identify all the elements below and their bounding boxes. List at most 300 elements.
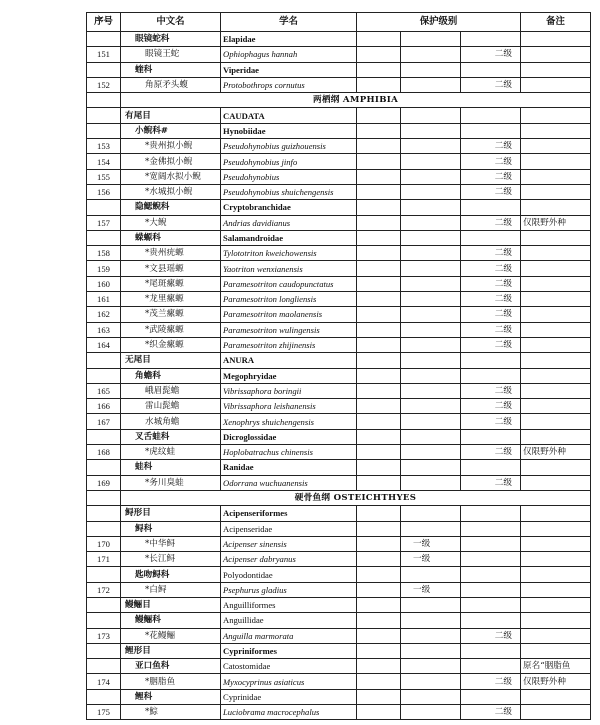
remark-cell [521,705,591,720]
family-row [87,200,591,215]
species-row [87,399,591,414]
grade-second-level: 二级 [461,674,521,689]
family-row [87,613,591,628]
level-cell-2 [401,62,461,77]
species-scientific-name: Hoplobatrachus chinensis [221,445,357,460]
species-scientific-name: Paramesotriton longliensis [221,292,357,307]
grade-second-level: 二级 [461,276,521,291]
remark-cell [521,123,591,138]
family-chinese-name: 蝾螈科 [121,230,221,245]
level-cell-1 [357,77,401,92]
header-chinese-name: 中文名 [121,13,221,32]
species-row [87,552,591,567]
empty-serial-cell [87,200,121,215]
species-row [87,139,591,154]
remark-cell: 原名“胭脂鱼 [521,659,591,674]
family-chinese-name: 亚口鱼科 [121,659,221,674]
species-scientific-name: Andrias davidianus [221,215,357,230]
species-scientific-name: Pseudohynobius [221,169,357,184]
level-cell-2 [401,429,461,444]
family-chinese-name: 叉舌蛙科 [121,429,221,444]
family-row [87,689,591,704]
order-row [87,353,591,368]
family-chinese-name: 蛙科 [121,460,221,475]
species-row [87,705,591,720]
serial-number: 156 [87,184,121,199]
species-scientific-name: Ophiophagus hannah [221,47,357,62]
order-scientific-name: ANURA [221,353,357,368]
empty-serial-cell [87,521,121,536]
grade-first-level [401,184,461,199]
grade-first-level [401,169,461,184]
grade-first-level [401,337,461,352]
level-cell-2 [401,643,461,658]
species-row [87,383,591,398]
species-chinese-name: *贵州拟小鲵 [121,139,221,154]
remark-cell [521,32,591,47]
grade-second-level: 二级 [461,184,521,199]
order-row [87,108,591,123]
level-cell-3 [461,613,521,628]
level-cell-1 [357,383,401,398]
level-cell-3 [461,108,521,123]
family-scientific-name: Cyprinidae [221,689,357,704]
serial-number: 152 [87,77,121,92]
remark-cell [521,200,591,215]
family-row [87,368,591,383]
grade-first-level [401,628,461,643]
remark-cell [521,47,591,62]
species-scientific-name: Anguilla marmorata [221,628,357,643]
remark-cell [521,276,591,291]
species-row [87,276,591,291]
remark-cell [521,460,591,475]
family-scientific-name: Viperidae [221,62,357,77]
header-scientific-name: 学名 [221,13,357,32]
level-cell-1 [357,337,401,352]
empty-serial-cell [87,368,121,383]
species-row [87,337,591,352]
species-chinese-name: *宽阔水拟小鲵 [121,169,221,184]
level-cell-1 [357,521,401,536]
grade-first-level: 一级 [401,582,461,597]
empty-serial-cell [87,32,121,47]
level-cell-1 [357,108,401,123]
remark-cell [521,643,591,658]
family-row [87,460,591,475]
species-scientific-name: Pseudohynobius guizhouensis [221,139,357,154]
species-row [87,215,591,230]
family-scientific-name: Elapidae [221,32,357,47]
level-cell-1 [357,353,401,368]
grade-second-level: 二级 [461,246,521,261]
species-row [87,169,591,184]
family-chinese-name: 匙吻鲟科 [121,567,221,582]
level-cell-1 [357,123,401,138]
remark-cell [521,475,591,490]
remark-cell [521,613,591,628]
species-row [87,322,591,337]
grade-first-level [401,261,461,276]
species-chinese-name: *水城拟小鲵 [121,184,221,199]
serial-number: 175 [87,705,121,720]
empty-serial-cell [87,567,121,582]
grade-first-level [401,705,461,720]
species-row [87,582,591,597]
grade-second-level: 二级 [461,383,521,398]
species-scientific-name: Tylototriton kweichowensis [221,246,357,261]
family-scientific-name: Polyodontidae [221,567,357,582]
empty-serial-cell [87,643,121,658]
level-cell-1 [357,230,401,245]
species-scientific-name: Myxocyprinus asiaticus [221,674,357,689]
grade-second-level: 二级 [461,154,521,169]
grade-first-level [401,77,461,92]
level-cell-1 [357,628,401,643]
header-serial-number: 序号 [87,13,121,32]
level-cell-1 [357,597,401,612]
level-cell-3 [461,460,521,475]
species-scientific-name: Paramesotriton maolanensis [221,307,357,322]
species-chinese-name: *尾斑瘰螈 [121,276,221,291]
remark-cell [521,506,591,521]
family-chinese-name: 鳗鲡科 [121,613,221,628]
order-chinese-name: 鲤形目 [121,643,221,658]
level-cell-3 [461,506,521,521]
level-cell-1 [357,47,401,62]
serial-number: 163 [87,322,121,337]
species-scientific-name: Pseudohynobius jinfo [221,154,357,169]
level-cell-1 [357,475,401,490]
header-remarks: 备注 [521,13,591,32]
family-scientific-name: Acipenseridae [221,521,357,536]
level-cell-1 [357,674,401,689]
level-cell-2 [401,460,461,475]
species-scientific-name: Acipenser dabryanus [221,552,357,567]
species-row [87,246,591,261]
level-cell-2 [401,597,461,612]
remark-cell [521,154,591,169]
level-cell-1 [357,246,401,261]
species-chinese-name: *文县瑶螈 [121,261,221,276]
family-chinese-name: 隐鳃鲵科 [121,200,221,215]
remark-cell [521,414,591,429]
serial-number: 157 [87,215,121,230]
level-cell-1 [357,643,401,658]
species-chinese-name: *鯮 [121,705,221,720]
remark-cell [521,261,591,276]
grade-second-level: 二级 [461,77,521,92]
family-row [87,567,591,582]
level-cell-2 [401,368,461,383]
species-chinese-name: *虎纹蛙 [121,445,221,460]
empty-serial-cell [87,93,121,108]
level-cell-2 [401,521,461,536]
grade-first-level: 一级 [401,552,461,567]
species-chinese-name: 角原矛头蝮 [121,77,221,92]
grade-first-level [401,383,461,398]
grade-first-level [401,47,461,62]
order-chinese-name: 有尾目 [121,108,221,123]
serial-number: 168 [87,445,121,460]
empty-serial-cell [87,62,121,77]
remark-cell [521,353,591,368]
order-chinese-name: 鲟形目 [121,506,221,521]
order-scientific-name: Cypriniformes [221,643,357,658]
empty-serial-cell [87,230,121,245]
level-cell-2 [401,567,461,582]
species-scientific-name: Yaotriton wenxianensis [221,261,357,276]
species-chinese-name: *龙里瘰螈 [121,292,221,307]
grade-first-level [401,154,461,169]
empty-serial-cell [87,429,121,444]
species-row [87,674,591,689]
order-scientific-name: CAUDATA [221,108,357,123]
grade-second-level: 二级 [461,47,521,62]
family-scientific-name: Catostomidae [221,659,357,674]
grade-second-level: 二级 [461,139,521,154]
class-heading-row [87,490,591,505]
level-cell-1 [357,659,401,674]
grade-first-level: 一级 [401,536,461,551]
family-scientific-name: Dicroglossidae [221,429,357,444]
level-cell-1 [357,62,401,77]
grade-first-level [401,414,461,429]
serial-number: 165 [87,383,121,398]
species-row [87,536,591,551]
level-cell-1 [357,200,401,215]
serial-number: 171 [87,552,121,567]
serial-number: 159 [87,261,121,276]
order-scientific-name: Acipenseriformes [221,506,357,521]
family-chinese-name: 鲟科 [121,521,221,536]
species-chinese-name: 眼镜王蛇 [121,47,221,62]
species-scientific-name: Paramesotriton caudopunctatus [221,276,357,291]
family-row [87,62,591,77]
level-cell-3 [461,429,521,444]
table-body [87,32,591,720]
species-chinese-name: 雷山髭蟾 [121,399,221,414]
grade-second-level [461,552,521,567]
grade-first-level [401,246,461,261]
family-scientific-name: Salamandroidae [221,230,357,245]
species-row [87,414,591,429]
level-cell-3 [461,659,521,674]
species-chinese-name: *长江鲟 [121,552,221,567]
serial-number: 172 [87,582,121,597]
family-chinese-name: 小鲵科# [121,123,221,138]
grade-first-level [401,292,461,307]
level-cell-2 [401,659,461,674]
remark-cell [521,62,591,77]
level-cell-3 [461,597,521,612]
grade-first-level [401,674,461,689]
serial-number: 153 [87,139,121,154]
species-row [87,292,591,307]
species-row [87,47,591,62]
level-cell-2 [401,32,461,47]
family-row [87,123,591,138]
level-cell-1 [357,460,401,475]
remark-cell [521,689,591,704]
remark-cell [521,536,591,551]
family-row [87,230,591,245]
species-row [87,475,591,490]
level-cell-2 [401,108,461,123]
family-chinese-name: 鲤科 [121,689,221,704]
species-scientific-name: Paramesotriton zhijinensis [221,337,357,352]
grade-second-level: 二级 [461,307,521,322]
species-row [87,628,591,643]
level-cell-2 [401,689,461,704]
remark-cell [521,108,591,123]
grade-second-level: 二级 [461,169,521,184]
level-cell-1 [357,414,401,429]
grade-first-level [401,322,461,337]
remark-cell [521,521,591,536]
level-cell-1 [357,399,401,414]
serial-number: 162 [87,307,121,322]
level-cell-1 [357,322,401,337]
remark-cell [521,399,591,414]
grade-first-level [401,399,461,414]
level-cell-1 [357,705,401,720]
species-chinese-name: *武陵瘰螈 [121,322,221,337]
level-cell-3 [461,689,521,704]
grade-second-level: 二级 [461,475,521,490]
level-cell-1 [357,184,401,199]
remark-cell [521,307,591,322]
remark-cell [521,337,591,352]
order-chinese-name: 鳗鲡目 [121,597,221,612]
species-row [87,261,591,276]
level-cell-3 [461,368,521,383]
class-heading-row [87,93,591,108]
species-chinese-name: *白鲟 [121,582,221,597]
level-cell-3 [461,521,521,536]
remark-cell [521,230,591,245]
level-cell-3 [461,62,521,77]
level-cell-1 [357,276,401,291]
class-heading: 两栖纲 AMPHIBIA [121,93,591,108]
empty-serial-cell [87,353,121,368]
species-chinese-name: *中华鲟 [121,536,221,551]
grade-first-level [401,139,461,154]
family-row [87,32,591,47]
level-cell-2 [401,200,461,215]
grade-second-level: 二级 [461,399,521,414]
empty-serial-cell [87,659,121,674]
serial-number: 154 [87,154,121,169]
level-cell-3 [461,353,521,368]
empty-serial-cell [87,689,121,704]
empty-serial-cell [87,123,121,138]
family-row [87,659,591,674]
species-row [87,445,591,460]
serial-number: 158 [87,246,121,261]
remark-cell [521,292,591,307]
species-scientific-name: Xenophrys shuichengensis [221,414,357,429]
family-scientific-name: Ranidae [221,460,357,475]
protected-species-table [86,12,591,720]
level-cell-1 [357,506,401,521]
species-row [87,77,591,92]
grade-second-level: 二级 [461,292,521,307]
level-cell-1 [357,261,401,276]
family-chinese-name: 眼镜蛇科 [121,32,221,47]
level-cell-1 [357,154,401,169]
level-cell-3 [461,643,521,658]
level-cell-1 [357,215,401,230]
level-cell-3 [461,123,521,138]
family-chinese-name: 角蟾科 [121,368,221,383]
species-scientific-name: Psephurus gladius [221,582,357,597]
level-cell-1 [357,552,401,567]
level-cell-1 [357,292,401,307]
grade-first-level [401,276,461,291]
family-row [87,521,591,536]
grade-second-level: 二级 [461,445,521,460]
remark-cell [521,429,591,444]
grade-first-level [401,475,461,490]
grade-second-level: 二级 [461,337,521,352]
order-row [87,597,591,612]
grade-first-level [401,445,461,460]
table-header-row [87,13,591,32]
empty-serial-cell [87,506,121,521]
order-scientific-name: Anguilliformes [221,597,357,612]
remark-cell [521,139,591,154]
species-scientific-name: Luciobrama macrocephalus [221,705,357,720]
level-cell-3 [461,200,521,215]
species-scientific-name: Vibrissaphora boringii [221,383,357,398]
level-cell-1 [357,567,401,582]
species-scientific-name: Vibrissaphora leishanensis [221,399,357,414]
family-chinese-name: 蝰科 [121,62,221,77]
species-chinese-name: *茂兰瘰螈 [121,307,221,322]
species-scientific-name: Pseudohynobius shuichengensis [221,184,357,199]
serial-number: 173 [87,628,121,643]
grade-second-level: 二级 [461,261,521,276]
species-chinese-name: *织金瘰螈 [121,337,221,352]
level-cell-1 [357,139,401,154]
species-chinese-name: 水城角蟾 [121,414,221,429]
level-cell-2 [401,506,461,521]
empty-serial-cell [87,108,121,123]
species-chinese-name: *务川臭蛙 [121,475,221,490]
level-cell-1 [357,307,401,322]
species-row [87,307,591,322]
family-row [87,429,591,444]
grade-first-level [401,215,461,230]
family-scientific-name: Anguillidae [221,613,357,628]
level-cell-1 [357,689,401,704]
empty-serial-cell [87,460,121,475]
remark-cell [521,628,591,643]
level-cell-1 [357,169,401,184]
level-cell-3 [461,32,521,47]
serial-number: 161 [87,292,121,307]
species-chinese-name: *金佛拟小鲵 [121,154,221,169]
family-scientific-name: Hynobiidae [221,123,357,138]
level-cell-2 [401,353,461,368]
remark-cell [521,597,591,612]
remark-cell [521,246,591,261]
remark-cell [521,322,591,337]
grade-second-level: 二级 [461,705,521,720]
serial-number: 155 [87,169,121,184]
serial-number: 169 [87,475,121,490]
